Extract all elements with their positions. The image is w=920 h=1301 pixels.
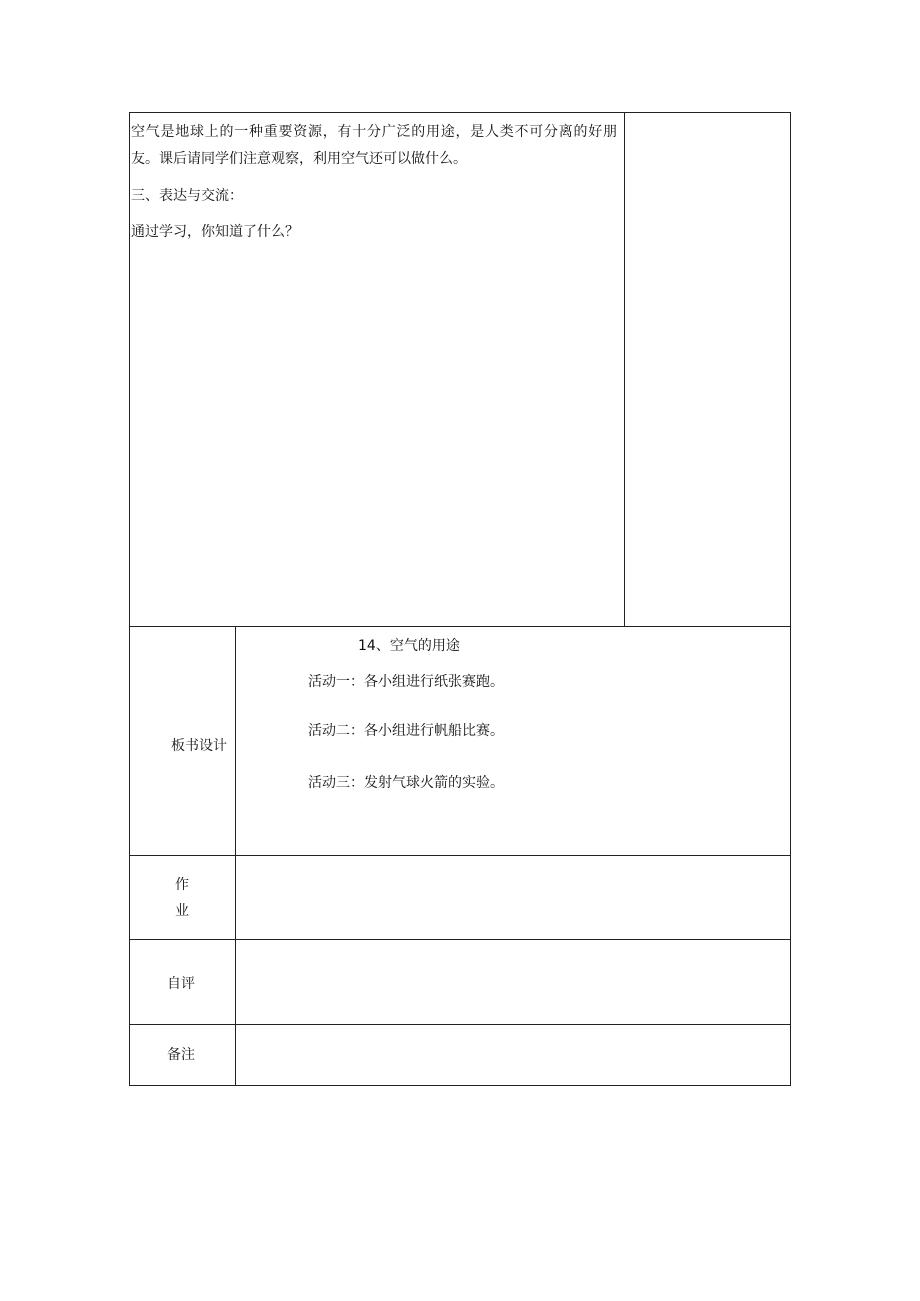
section-heading: 三、表达与交流： <box>131 188 243 204</box>
homework-label-line1: 作 <box>175 877 189 893</box>
homework-label-line2: 业 <box>175 903 189 919</box>
remarks-label: 备注 <box>167 1047 195 1063</box>
table-bottom-border <box>129 1085 791 1086</box>
resource-paragraph: 空气是地球上的一种重要资源，有十分广泛的用途，是人类不可分离的好朋友。课后请同学们注意观察，利用空气还可以做什么。 <box>131 124 617 167</box>
reflection-question: 通过学习，你知道了什么？ <box>131 224 299 240</box>
homework-cell[interactable] <box>236 856 790 939</box>
activity-item: 活动二：各小组进行帆船比赛。 <box>308 723 504 739</box>
board-title: 14、空气的用途 <box>358 638 460 654</box>
self-evaluation-label: 自评 <box>167 976 195 992</box>
upper-column-divider <box>624 112 625 627</box>
remarks-cell[interactable] <box>236 1025 790 1085</box>
activity-item: 活动一：各小组进行纸张赛跑。 <box>308 674 504 690</box>
board-design-label: 板书设计 <box>171 738 227 754</box>
row-divider-board <box>129 626 791 627</box>
table-right-border <box>790 112 791 1086</box>
table-left-border <box>129 112 130 1086</box>
activity-item: 活动三：发射气球火箭的实验。 <box>308 775 504 791</box>
table-top-border <box>129 112 791 113</box>
self-evaluation-cell[interactable] <box>236 940 790 1024</box>
